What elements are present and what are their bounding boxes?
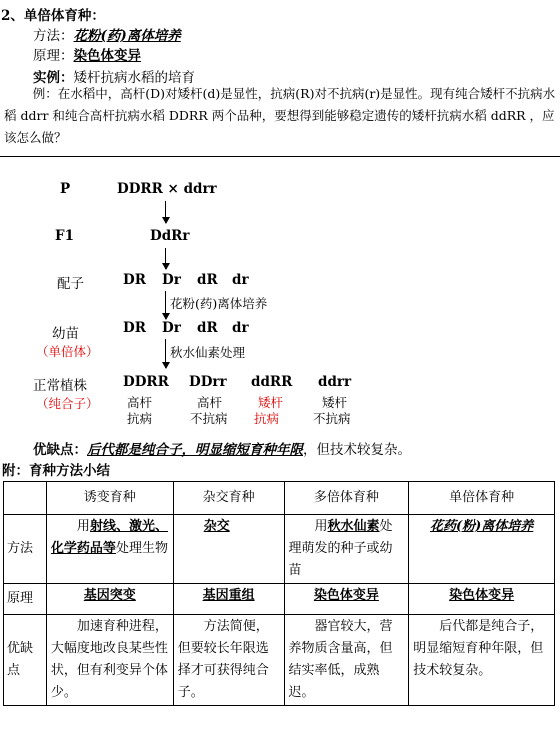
table-header-hybrid: 杂交育种 xyxy=(173,482,284,515)
cell-principle-haploid xyxy=(409,584,555,615)
p-label: P xyxy=(60,181,71,197)
example-text: 例：在水稻中，高杆(D)对矮杆(d)是显性，抗病(R)对不抗病(r)是显性。现有纯合矮杆不抗病水稻 ddrr 和纯合高杆抗病水稻 DDRR 两个品种，要想得到能够稳定遗传的矮杆抗病水稻 ddRR ，应该怎么做？ xyxy=(4,86,556,145)
cell-text: 基因重组 xyxy=(202,588,255,603)
seedling-3: dR xyxy=(197,320,218,336)
example-value: 矮杆抗病水稻的培育 xyxy=(73,70,195,86)
principle-value: 染色体变异 xyxy=(73,48,141,64)
example-label: 实例： xyxy=(33,70,74,86)
plant-resist-3: 抗病 xyxy=(254,411,280,426)
advantages-label: 优缺点： xyxy=(33,442,87,458)
plant-height-4: 矮杆 xyxy=(322,395,348,410)
table-header-haploid: 单倍体育种 xyxy=(409,482,555,515)
seedling-1: DR xyxy=(123,320,146,336)
plant-height-3: 矮杆 xyxy=(258,395,284,410)
cell-pros-polyploid: 器官较大，营养物质含量高，但结实率低，成熟迟。 xyxy=(284,615,409,706)
cell-principle-mutation xyxy=(46,584,173,615)
advantages-rest: ，但技术较复杂。 xyxy=(303,442,411,458)
gamete-dr-upper: DR xyxy=(123,272,146,288)
method-value: 花粉(药)离体培养 xyxy=(73,28,181,44)
table-row xyxy=(4,615,555,706)
row-label-pros-cons: 优缺点 xyxy=(4,615,47,706)
cell-text: 射线、激光、化学药品等 xyxy=(50,519,168,556)
cell-text: 秋水仙素 xyxy=(327,519,380,534)
cell-text: 染色体变异 xyxy=(313,588,379,603)
cell-pros-mutation: 加速育种进程，大幅度地改良某些性状，但有利变异个体少。 xyxy=(46,615,173,706)
step-anther-culture: 花粉(药)离体培养 xyxy=(170,296,268,311)
plant-genotype-3: ddRR xyxy=(251,374,293,390)
gamete-dr-lower-upper: dR xyxy=(197,272,218,288)
principle-label: 原理： xyxy=(33,48,74,64)
advantages-value: 后代都是纯合子，明显缩短育种年限 xyxy=(87,442,303,458)
row-label-method: 方法 xyxy=(4,515,47,584)
table-row xyxy=(4,482,555,515)
cell-method-polyploid xyxy=(284,515,409,584)
cell-method-mutation xyxy=(46,515,173,584)
plant-resist-4: 不抗病 xyxy=(313,411,351,426)
plant-genotype-2: DDrr xyxy=(189,374,227,390)
summary-table xyxy=(3,481,555,706)
seedling-2: Dr xyxy=(162,320,181,336)
method-line xyxy=(33,24,181,44)
f1-value: DdRr xyxy=(150,228,190,244)
cell-pros-haploid: 后代都是纯合子，明显缩短育种年限，但技术较复杂。 xyxy=(409,615,555,706)
cell-method-haploid xyxy=(409,515,555,584)
gamete-dr-mixed: Dr xyxy=(162,272,181,288)
arrow-gametes-seedlings xyxy=(165,291,166,319)
arrow-seedlings-plants xyxy=(165,339,166,368)
cell-pros-hybrid: 方法简便，但要较长年限选择才可获得纯合子。 xyxy=(173,615,284,706)
step-colchicine: 秋水仙素处理 xyxy=(170,345,246,360)
cell-text: 处理生物 xyxy=(115,541,168,556)
divider xyxy=(0,156,560,157)
table-header-empty xyxy=(4,482,47,515)
cell-text: 用 xyxy=(76,519,90,534)
seedling-sub: （单倍体） xyxy=(36,344,99,359)
row-label-principle: 原理 xyxy=(4,584,47,615)
table-row xyxy=(4,515,555,584)
plant-height-1: 高杆 xyxy=(127,395,153,410)
cell-text: 处理萌发的种子或幼苗 xyxy=(288,519,393,578)
gamete-dr-lower: dr xyxy=(232,272,249,288)
gamete-label: 配子 xyxy=(57,276,84,292)
cell-text: 用 xyxy=(314,519,328,534)
plant-height-2: 高杆 xyxy=(197,395,223,410)
plant-resist-2: 不抗病 xyxy=(190,411,228,426)
plant-sub: （纯合子） xyxy=(36,396,99,411)
seedling-4: dr xyxy=(232,320,249,336)
arrow-f1-gametes xyxy=(165,248,166,269)
arrow-p-f1 xyxy=(165,201,166,223)
cell-text: 染色体变异 xyxy=(449,588,515,603)
cell-principle-hybrid xyxy=(173,584,284,615)
table-header-mutation: 诱变育种 xyxy=(46,482,173,515)
principle-line xyxy=(33,44,141,64)
cell-principle-polyploid xyxy=(284,584,409,615)
cell-text: 花药(粉)离体培养 xyxy=(429,519,534,534)
section-title: 2、单倍体育种： xyxy=(1,8,105,24)
table-header-polyploid: 多倍体育种 xyxy=(284,482,409,515)
p-cross: DDRR × ddrr xyxy=(117,181,217,197)
cell-text: 杂交 xyxy=(203,519,230,534)
plant-label: 正常植株 xyxy=(33,378,87,394)
method-label: 方法： xyxy=(33,28,74,44)
plant-genotype-4: ddrr xyxy=(318,374,352,390)
summary-title: 附：育种方法小结 xyxy=(2,463,110,479)
f1-label: F1 xyxy=(55,228,74,244)
seedling-label: 幼苗 xyxy=(52,326,79,342)
cell-method-hybrid xyxy=(173,515,284,584)
advantages-line xyxy=(33,438,411,458)
cell-text: 基因突变 xyxy=(83,588,136,603)
plant-resist-1: 抗病 xyxy=(127,411,153,426)
table-row xyxy=(4,584,555,615)
plant-genotype-ddrr-upper: DDRR xyxy=(123,374,169,390)
